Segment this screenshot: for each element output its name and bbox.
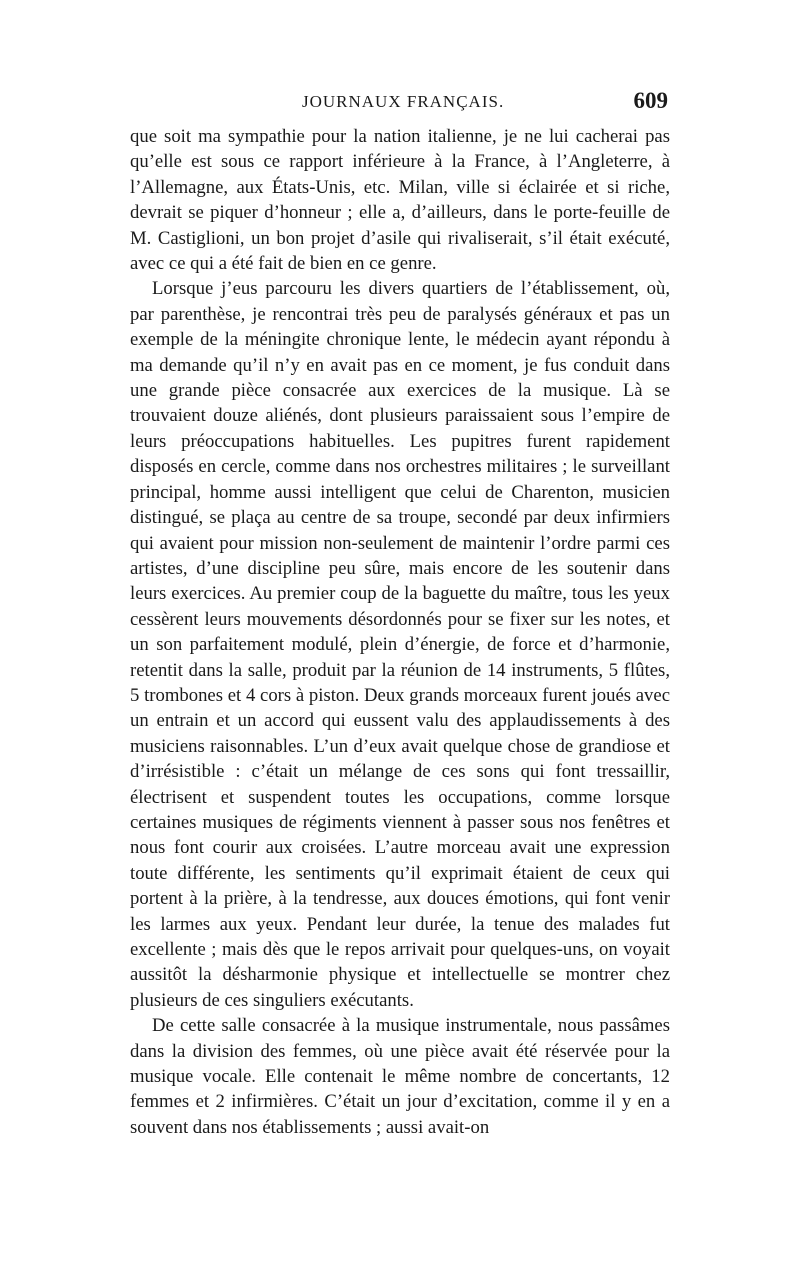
page-number: 609 <box>633 88 668 113</box>
paragraph: que soit ma sympathie pour la nation italienne, je ne lui cacherai pas qu’elle est sous ce rapport inférieure à la France, à l’Angleterre, à l’Allemagne, aux États-Unis, etc. Milan, ville si éclairée et si riche, devrait se piquer d’honneur ; elle a, d’ailleurs, dans le porte-feuille de M. Castiglioni, un bon projet d’asile qui rivaliserait, s’il était exécuté, avec ce qui a été fait de bien en ce genre. <box>130 126 670 275</box>
book-page <box>130 88 670 1140</box>
running-title: JOURNAUX FRANÇAIS. <box>302 92 505 111</box>
body-text <box>130 124 670 1140</box>
paragraph: De cette salle consacrée à la musique instrumentale, nous passâmes dans la division des femmes, où une pièce avait été réservée pour la musique vocale. Elle contenait le même nombre de concertants, 12 femmes et 2 infirmières. C’était un jour d’excitation, comme il y en a souvent dans nos établissements ; aussi avait-on <box>130 1015 670 1138</box>
paragraph: Lorsque j’eus parcouru les divers quartiers de l’établissement, où, par parenthèse, je rencontrai très peu de paralysés généraux et pas un exemple de la méningite chronique lente, le médecin ayant répondu à ma demande qu’il n’y en avait pas en ce moment, je fus conduit dans une grande pièce consacrée aux exercices de la musique. Là se trouvaient douze aliénés, dont plusieurs paraissaient sous l’empire de leurs préoccupations habituelles. Les pupitres furent rapidement disposés en cercle, comme dans nos orchestres militaires ; le surveillant principal, homme aussi intelligent que celui de Charenton, musicien distingué, se plaça au centre de sa troupe, secondé par deux infirmiers qui avaient pour mission non-seulement de maintenir l’ordre parmi ces artistes, d’une discipline peu sûre, mais encore de les soutenir dans leurs exercices. Au premier coup de la baguette du maître, tous les yeux cessèrent leurs mouvements désordonnés pour se fixer sur les notes, et un son parfaitement modulé, plein d’énergie, de force et d’harmonie, retentit dans la salle, produit par la réunion de 14 instruments, 5 flûtes, 5 trombones et 4 cors à piston. Deux grands morceaux furent joués avec un entrain et un accord qui eussent valu des applaudissements à des musiciens raisonnables. L’un d’eux avait quelque chose de grandiose et d’irrésistible : c’était un mélange de ces sons qui font tressaillir, électrisent et suspendent toutes les occupations, comme lorsque certaines musiques de régiments viennent à passer sous nos fenêtres et nous font courir aux croisées. L’autre morceau avait une expression toute différente, les sentiments qu’il exprimait étaient de ceux qui portent à la prière, à la tendresse, aux douces émotions, qui font venir les larmes aux yeux. Pendant leur durée, la tenue des malades fut excellente ; mais dès que le repos arrivait pour quelques-uns, on voyait aussitôt la désharmonie physique et intellectuelle se montrer chez plusieurs de ces singuliers exécutants. <box>130 278 670 1011</box>
page-header <box>130 88 670 122</box>
